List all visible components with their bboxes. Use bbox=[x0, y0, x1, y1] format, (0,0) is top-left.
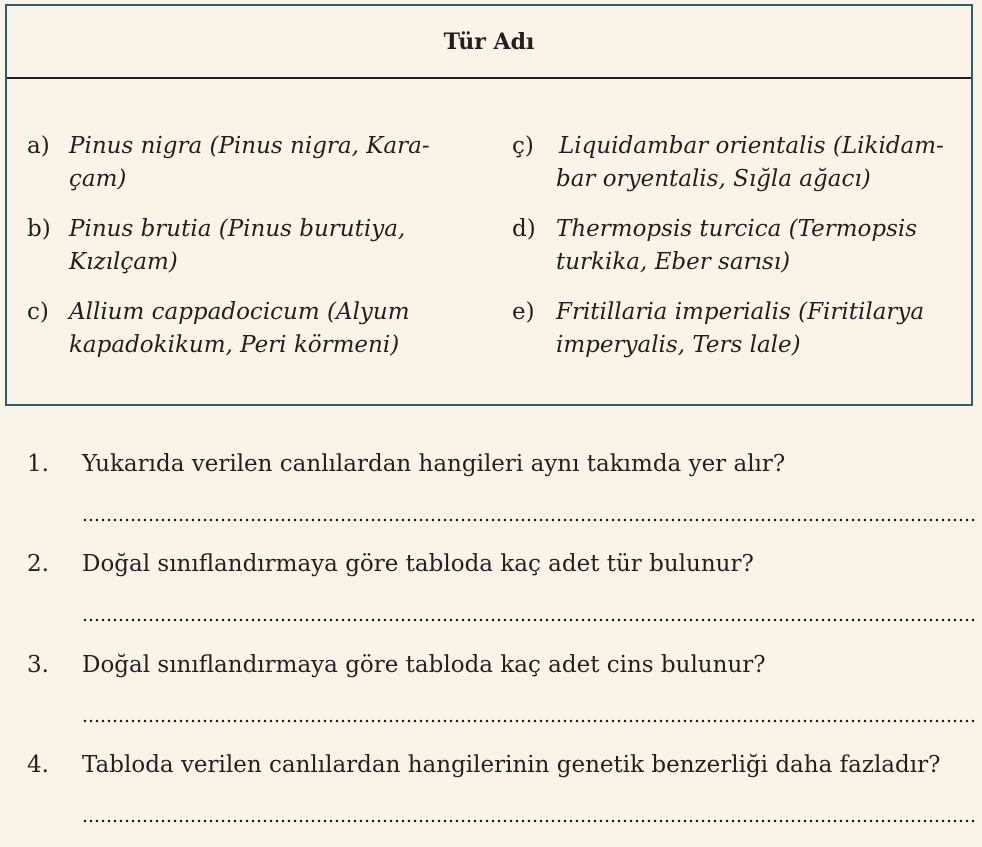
entry-name-line2: imperyalis, Ters lale) bbox=[556, 332, 801, 358]
question-text: Tabloda verilen canlılardan hangilerinin genetik benzerliği daha fazladır? bbox=[82, 752, 941, 778]
entry-name-line2: çam) bbox=[69, 166, 127, 192]
entry-name-line1: Fritillaria imperialis (Firitilarya bbox=[556, 299, 925, 325]
entry-name-line2: Kızılçam) bbox=[69, 249, 178, 275]
entry-name-line1: Pinus nigra (Pinus nigra, Kara- bbox=[69, 133, 430, 159]
question-text: Yukarıda verilen canlılardan hangileri aynı takımda yer alır? bbox=[82, 451, 786, 477]
question-number: 3. bbox=[27, 652, 49, 678]
question-text: Doğal sınıflandırmaya göre tabloda kaç adet cins bulunur? bbox=[82, 652, 766, 678]
question-text: Doğal sınıflandırmaya göre tabloda kaç adet tür bulunur? bbox=[82, 551, 754, 577]
question-number: 2. bbox=[27, 551, 49, 577]
answer-line-2[interactable] bbox=[82, 618, 977, 622]
table-header-label: Tür Adı bbox=[443, 28, 535, 55]
table-header bbox=[7, 6, 971, 79]
entry-letter: a) bbox=[27, 133, 50, 159]
answer-line-1[interactable] bbox=[82, 518, 977, 522]
answer-line-4[interactable] bbox=[82, 819, 977, 823]
entry-name-line2: kapadokikum, Peri körmeni) bbox=[69, 332, 400, 358]
entry-letter: ç) bbox=[512, 133, 534, 159]
entry-letter: d) bbox=[512, 216, 536, 242]
species-table bbox=[5, 4, 973, 406]
entry-letter: c) bbox=[27, 299, 49, 325]
entry-name-line2: bar oryentalis, Sığla ağacı) bbox=[556, 166, 871, 192]
entry-name-line1: Allium cappadocicum (Alyum bbox=[69, 299, 410, 325]
answer-line-3[interactable] bbox=[82, 719, 977, 723]
entry-name-line1: Pinus brutia (Pinus burutiya, bbox=[69, 216, 406, 242]
entry-name-line1: Liquidambar orientalis (Likidam- bbox=[559, 133, 944, 159]
question-number: 1. bbox=[27, 451, 49, 477]
question-number: 4. bbox=[27, 752, 49, 778]
entry-name-line2: turkika, Eber sarısı) bbox=[556, 249, 791, 275]
entry-name-line1: Thermopsis turcica (Termopsis bbox=[556, 216, 918, 242]
entry-letter: e) bbox=[512, 299, 535, 325]
entry-letter: b) bbox=[27, 216, 51, 242]
